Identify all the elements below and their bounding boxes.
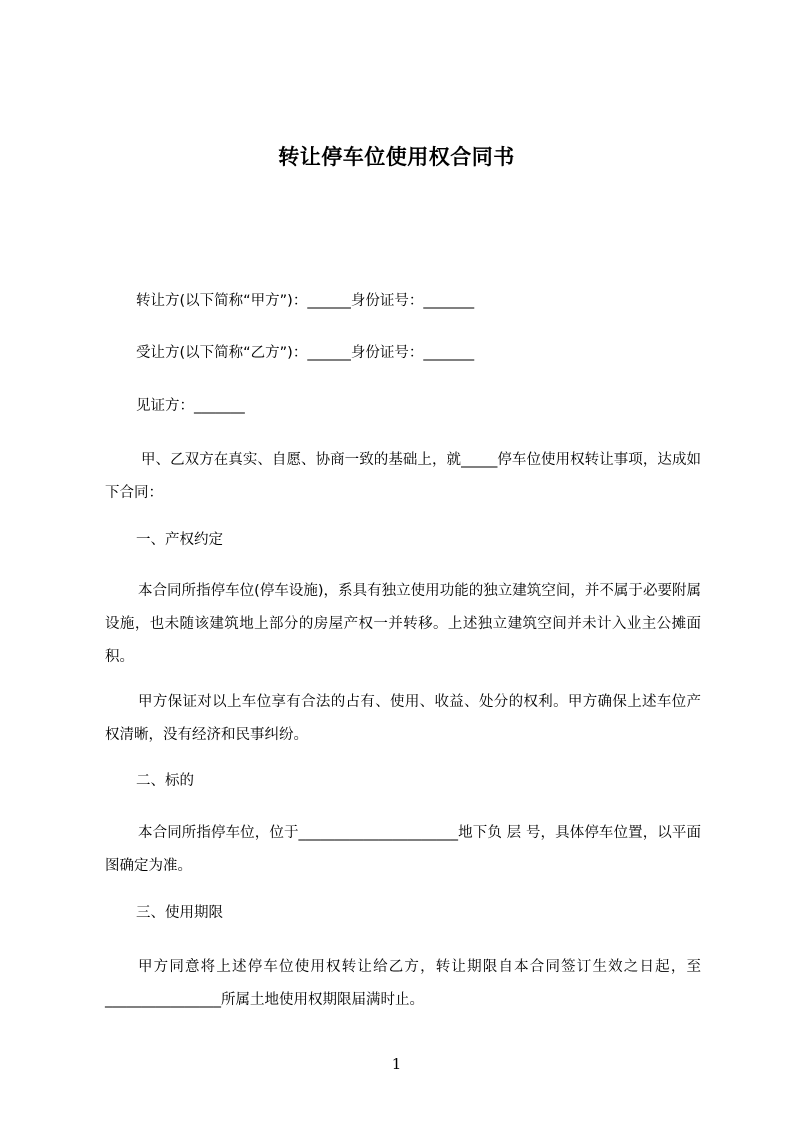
section-paragraph-property-2: 甲方保证对以上车位享有合法的占有、使用、收益、处分的权利。甲方确保上述车位产权清晰，没有经济和民事纠纷。 (105, 694, 701, 743)
preamble-paragraph: 甲、乙双方在真实、自愿、协商一致的基础上，就_____停车位使用权转让事项，达成如下合同： (105, 452, 701, 501)
document-title: 转让停车位使用权合同书 (278, 145, 515, 169)
section-paragraph-subject: 本合同所指停车位，位于______________________地下负 层 号，具体停车位置，以平面图确定为准。 (105, 825, 701, 874)
section-heading-subject: 二、标的 (136, 773, 194, 789)
transferee-line: 受让方(以下简称“乙方”)：______身份证号：_______ (136, 345, 475, 361)
section-paragraph-property-1: 本合同所指停车位(停车设施)，系具有独立使用功能的独立建筑空间，并不属于必要附属设施，也未随该建筑地上部分的房屋产权一并转移。上述独立建筑空间并未计入业主公摊面积。 (105, 583, 701, 665)
witness-line: 见证方：_______ (136, 398, 245, 414)
transferor-line: 转让方(以下简称“甲方”)：______身份证号：_______ (136, 293, 475, 309)
section-paragraph-term: 甲方同意将上述停车位使用权转让给乙方，转让期限自本合同签订生效之日起，至________________所属土地使用权期限届满时止。 (105, 959, 701, 1008)
page-number: 1 (391, 1055, 402, 1073)
section-heading-property: 一、产权约定 (136, 532, 223, 548)
section-heading-term: 三、使用期限 (136, 905, 223, 921)
